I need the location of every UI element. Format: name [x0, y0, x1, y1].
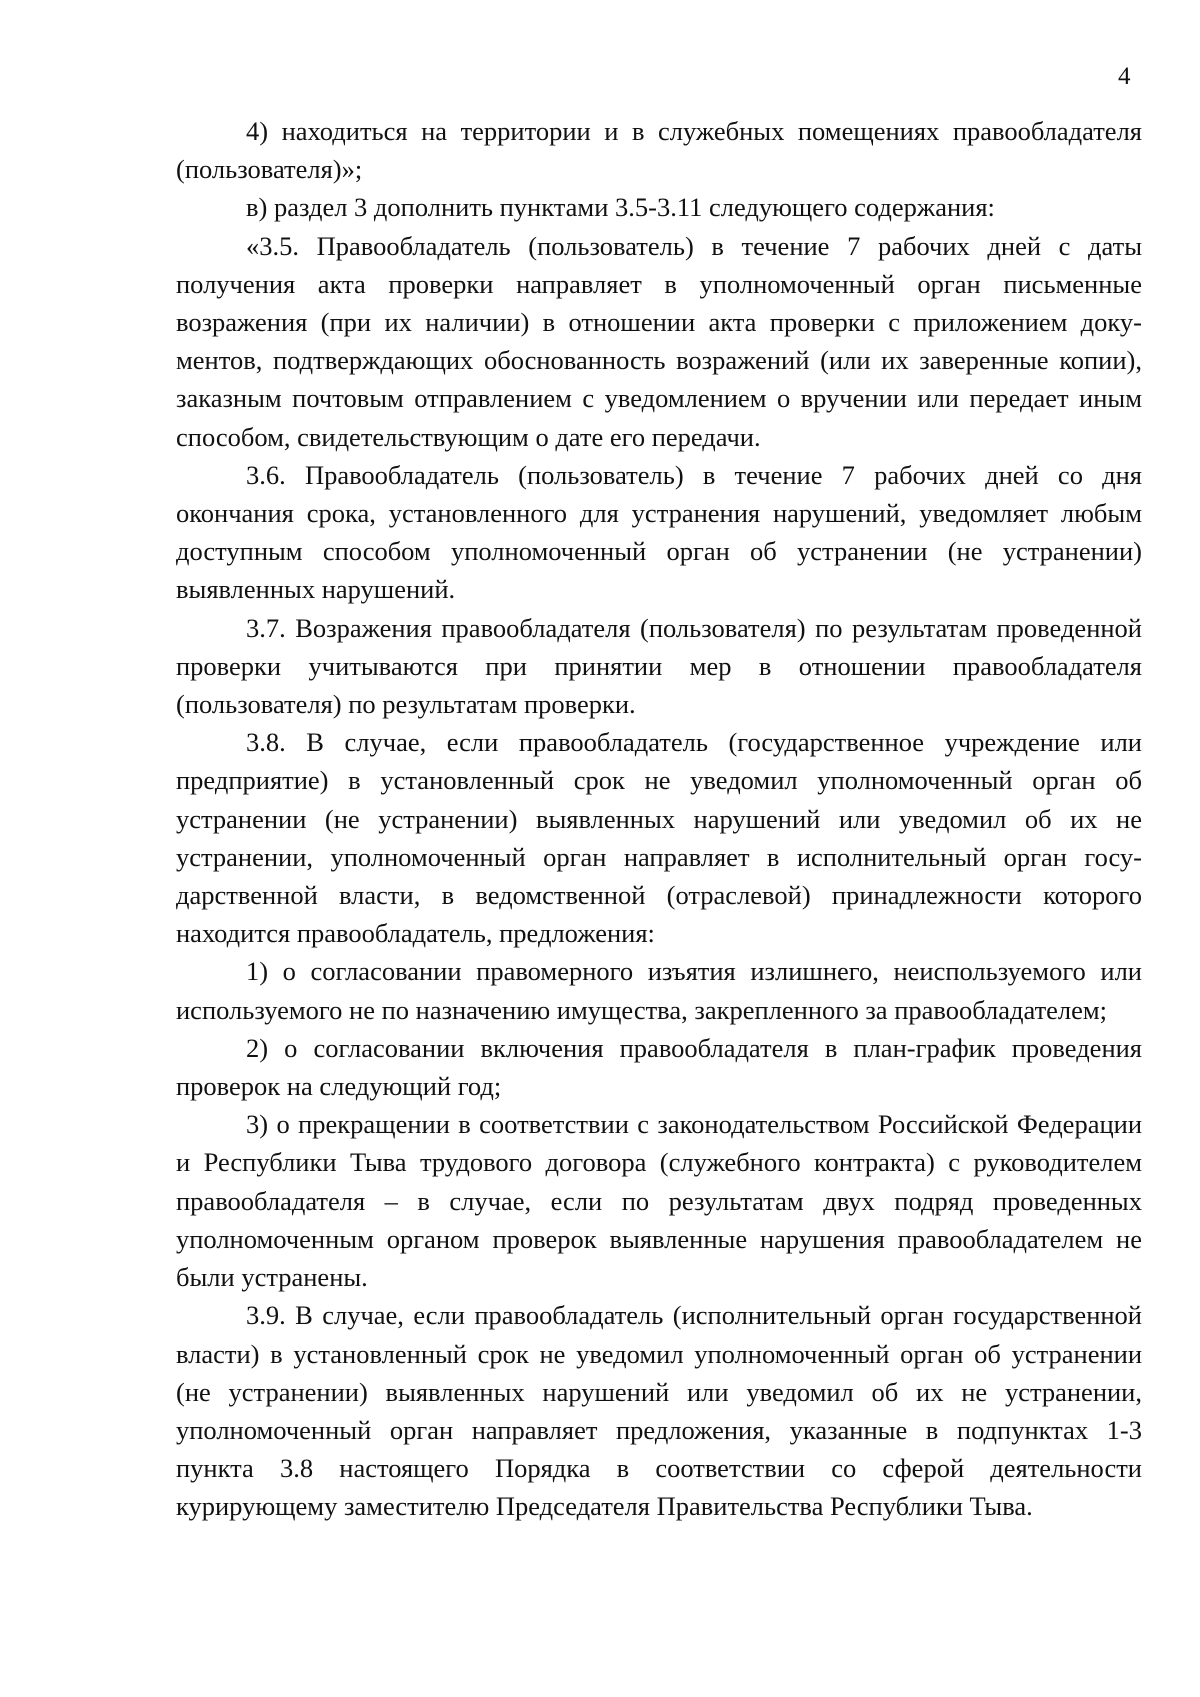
paragraph-3-9: 3.9. В случае, если правообладатель (исполнительный орган государственной власти) в установленный срок не уведомил уполномоченный орган об устранении (не устранении) выявленных нарушений или уведомил об их не устранении, уполномоченный орган направляет предложения, указанные в подпунктах 1-3 пункта 3.8 настоящего Порядка в соответствии со сферой деятельности курирующему заместителю Председателя Правительства Республики Тыва. [176, 1300, 1142, 1522]
paragraph-3-8-sub-2: 2) о согласовании включения правообладателя в план-график проведения проверок на следующий год; [176, 1032, 1142, 1102]
paragraph-3-8-sub-1: 1) о согласовании правомерного изъятия излишнего, неиспользуемого или используемого не по назначению имущества, закрепленного за правообладателем; [176, 956, 1142, 1025]
document-body [176, 112, 1142, 1526]
paragraph-item-4: 4) находиться на территории и в служебных помещениях правообладателя (пользователя)»; [176, 116, 1142, 185]
paragraph-3-6: 3.6. Правообладатель (пользователь) в течение 7 рабочих дней со дня окончания срока, установленного для устранения нарушений, уведомляет любым доступным способом уполномоченный орган об устранении (не устранении) выявленных нарушений. [176, 459, 1142, 605]
paragraph-3-5: «3.5. Правообладатель (пользователь) в течение 7 рабочих дней с даты получения акта проверки направляет в уполномоченный орган письменные возражения (при их наличии) в отношении акта проверки с приложением документов, подтверждающих обоснованность возражений (или их заверенные копии), заказным почтовым отправлением с уведомлением о вручении или передает иным способом, свидетельствующим о дате его передачи. [176, 230, 1142, 452]
page-number: 4 [1118, 63, 1131, 90]
paragraph-3-8-sub-3: 3) о прекращении в соответствии с законодательством Российской Федерации и Республики Тыва трудового договора (служебного контракта) с руководителем правообладателя – в случае, если по результатам двух подряд проведенных уполномоченным органом проверок выявленные нарушения правообладателем не были устранены. [176, 1109, 1142, 1293]
paragraph-3-7: 3.7. Возражения правообладателя (пользователя) по результатам проведенной проверки учитываются при принятии мер в отношении правообладателя (пользователя) по результатам проверки. [176, 612, 1142, 720]
paragraph-3-8: 3.8. В случае, если правообладатель (государственное учреждение или предприятие) в установленный срок не уведомил уполномоченный орган об устранении (не устранении) выявленных нарушений или уведомил об их не устранении, уполномоченный орган направляет в исполнительный орган государственной власти, в ведомственной (отраслевой) принадлежности которого находится правообладатель, предложения: [176, 727, 1142, 949]
paragraph-section-v: в) раздел 3 дополнить пунктами 3.5-3.11 следующего содержания: [246, 192, 995, 223]
